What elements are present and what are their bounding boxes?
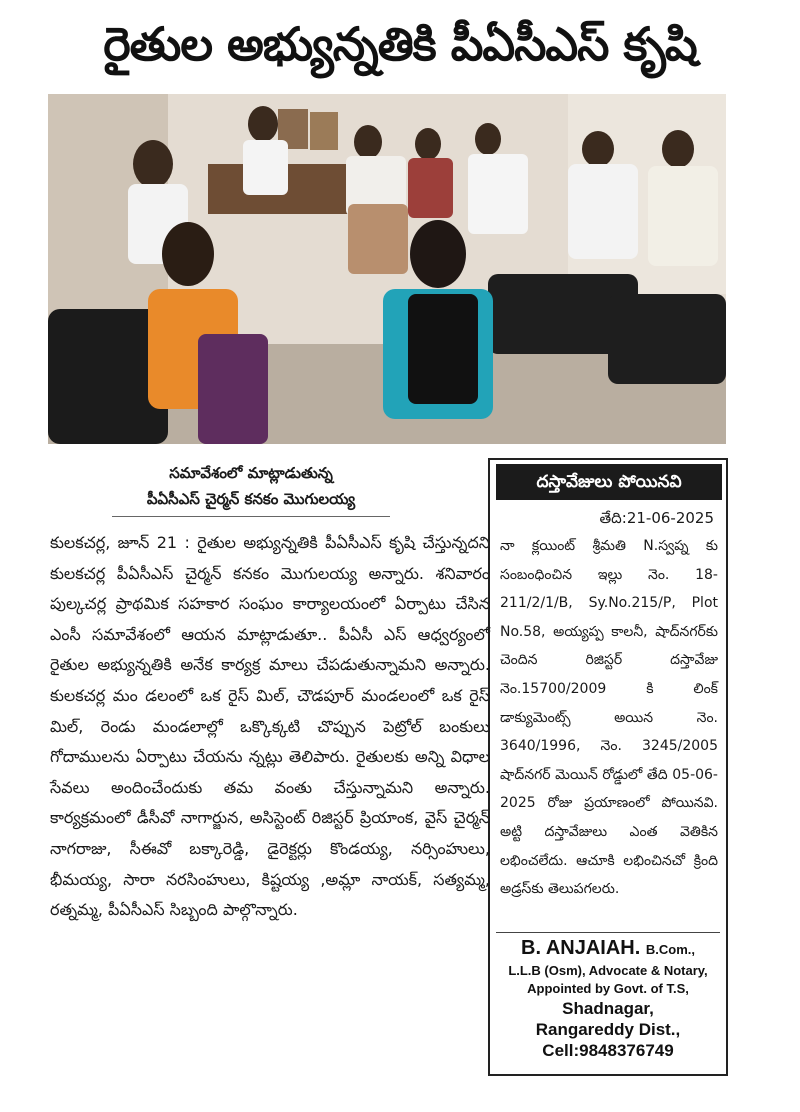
lost-documents-notice: [488, 458, 728, 1076]
caption-line-2: పీఏసీఎస్ చైర్మన్ కనకం మొగులయ్య: [146, 490, 356, 508]
advocate-phone: Cell:9848376749: [542, 1041, 674, 1060]
article-body: [50, 528, 490, 926]
news-photo: [48, 94, 726, 444]
advocate-name: B. ANJAIAH.: [521, 937, 641, 959]
advocate-line-3: Appointed by Govt. of T.S,: [527, 981, 689, 996]
advocate-city: Shadnagar,: [562, 999, 654, 1018]
headline: రైతుల అభ్యున్నతికి పీఏసీఎస్ కృషి: [103, 17, 697, 71]
notice-divider: [496, 932, 720, 933]
advocate-district: Rangareddy Dist.,: [535, 1020, 681, 1039]
caption-line-1: సమావేశంలో మాట్లాడుతున్న: [169, 464, 333, 482]
article-text: కులకచర్ల, జూన్ 21 : రైతుల అభ్యున్నతికి పీఏసీఎస్ కృషి చేస్తున్నదని కులకచర్ల పీఏసీఎస్ చైర్మన్ కనకం మొగులయ్య అన్నారు. శనివారం పుల్కచర్ల ప్రాథమిక సహకార సంఘం కార్యాలయంలో ఏర్పాటు చేసిన ఎంసీ సమావేశంలో ఆయన మాట్లాడుతూ.. పీఏసీ ఎస్ ఆధ్వర్యంలో రైతుల అభ్యున్నతికి అనేక కార్యక్ర మాలు చేపడుతున్నామని అన్నారు. కులకచర్ల మం డలంలో ఒక రైస్ మిల్, చౌడపూర్ మండలంలో ఒక రైస్ మిల్, రెండు మండలాల్లో ఒక్కొక్కటి చొప్పున పెట్రోల్ బంకులు గోదాములను ఏర్పాటు చేయను న్నట్లు తెలిపారు. రైతులకు అన్ని విధాల సేవలు అందించేందుకు తమ వంతు చేస్తున్నామని అన్నారు. కార్యక్రమంలో డీసీవో నాగార్జున, అసిస్టెంట్ రిజిస్టర్ ప్రియాంక, వైస్ చైర్మన్ నాగరాజు, సీఈవో బక్కారెడ్డి, డైరెక్టర్లు కొండయ్య, నర్సింహులు, భీమయ్య, సారా నరసింహులు, కిష్టయ్య ,అమ్లా నాయక్, సత్యమ్మ, రత్నమ్మ, పీఏసీఎస్ సిబ్బంది పాల్గొన్నారు.: [50, 533, 490, 920]
meeting-photo-illustration: [48, 94, 726, 444]
advocate-name-line: [496, 936, 720, 962]
notice-title: దస్తావేజులు పోయినవి: [496, 464, 722, 500]
notice-body: నా క్లయింట్ శ్రీమతి N.స్వప్న కు సంబంధించిన ఇల్లు నెం. 18-211/2/1/B, Sy.No.215/P, Plot No.58, అయ్యప్ప కాలనీ, షాద్‌నగర్‌కు చెందిన రిజిస్టర్ దస్తావేజు నెం.15700/2009 కి లింక్ డాక్యుమెంట్స్ అయిన నెం. 3640/1996, నెం. 3245/2005 షాద్‌నగర్ మెయిన్ రోడ్డులో తేది 05-06-2025 రోజు ప్రయాణంలో పోయినవి. అట్టి దస్తావేజులు ఎంత వెతికిన లభించలేదు. ఆచూకి లభించినచో క్రింది అడ్రస్‌కు తెలుపగలరు.: [500, 538, 718, 898]
advocate-line-2: L.L.B (Osm), Advocate & Notary,: [508, 963, 708, 978]
advocate-degree: B.Com.,: [645, 942, 695, 957]
photo-caption: [112, 460, 390, 517]
notice-date: తేది:21-06-2025: [599, 509, 714, 527]
advocate-block: [496, 936, 720, 1061]
caption-underline: [112, 516, 390, 517]
